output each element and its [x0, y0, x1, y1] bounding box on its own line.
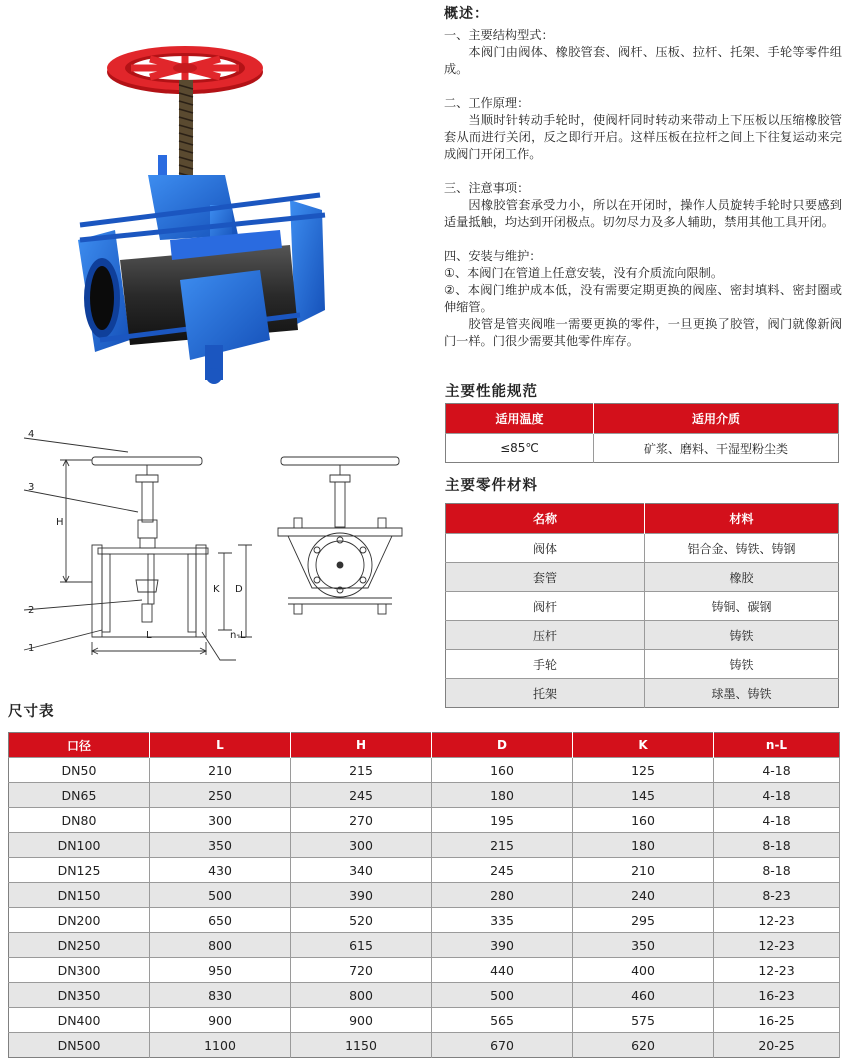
dim-cell: 440 — [432, 958, 573, 983]
performance-medium-value: 矿浆、磨料、干湿型粉尘类 — [594, 434, 839, 463]
dim-cell: 565 — [432, 1008, 573, 1033]
dim-cell: 620 — [573, 1033, 714, 1058]
dim-cell: 160 — [573, 808, 714, 833]
part-name: 手轮 — [446, 650, 645, 679]
dim-cell: 210 — [150, 758, 291, 783]
overview-section — [444, 6, 842, 367]
dim-cell: 12-23 — [714, 958, 840, 983]
install-item-2: ②、本阀门维护成本低，没有需要定期更换的阀座、密封填料、密封圈或伸缩管。 — [444, 283, 842, 314]
dim-cell: 1100 — [150, 1033, 291, 1058]
dim-header-h: H — [291, 733, 432, 758]
callout-1: 1 — [28, 643, 35, 654]
parts-title: 主要零件材料 — [445, 478, 538, 494]
principle-section — [444, 95, 842, 163]
dim-cell: 575 — [573, 1008, 714, 1033]
part-name: 压杆 — [446, 621, 645, 650]
parts-header-name: 名称 — [446, 504, 645, 534]
table-row — [446, 534, 839, 563]
side-view-drawing — [6, 420, 261, 670]
install-item-1: ①、本阀门在管道上任意安装，没有介质流向限制。 — [444, 266, 724, 280]
structure-body: 本阀门由阀体、橡胶管套、阀杆、压板、拉杆、托架、手轮等零件组成。 — [444, 45, 842, 76]
dim-cell: 300 — [150, 808, 291, 833]
table-row — [9, 783, 840, 808]
install-heading: 四、安装与维护： — [444, 249, 542, 263]
dim-cell: 400 — [573, 958, 714, 983]
dim-cell: 350 — [150, 833, 291, 858]
part-material: 橡胶 — [645, 563, 839, 592]
dim-cell: 8-18 — [714, 858, 840, 883]
dim-cell: 615 — [291, 933, 432, 958]
dim-header-bore: 口径 — [9, 733, 150, 758]
part-name: 阀体 — [446, 534, 645, 563]
dim-cell: 520 — [291, 908, 432, 933]
part-material: 铝合金、铸铁、铸钢 — [645, 534, 839, 563]
table-row — [446, 679, 839, 708]
dim-cell: 900 — [291, 1008, 432, 1033]
table-row — [9, 1008, 840, 1033]
dim-cell: 300 — [291, 833, 432, 858]
structure-heading: 一、主要结构型式： — [444, 28, 554, 42]
performance-table — [445, 403, 839, 463]
part-material: 铸铜、碳钢 — [645, 592, 839, 621]
table-row — [9, 758, 840, 783]
dim-cell: 215 — [291, 758, 432, 783]
pinch-valve-product-image — [60, 40, 350, 390]
dim-cell: 240 — [573, 883, 714, 908]
structure-section — [444, 27, 842, 78]
dim-cell: 350 — [573, 933, 714, 958]
performance-temp-value: ≤85℃ — [446, 434, 594, 463]
dim-cell: 270 — [291, 808, 432, 833]
dim-cell: DN80 — [9, 808, 150, 833]
dim-cell: 8-18 — [714, 833, 840, 858]
callout-3: 3 — [28, 482, 35, 493]
dim-cell: DN150 — [9, 883, 150, 908]
dim-cell: 1150 — [291, 1033, 432, 1058]
dim-header-k: K — [573, 733, 714, 758]
dim-cell: DN125 — [9, 858, 150, 883]
dim-cell: 280 — [432, 883, 573, 908]
dim-cell: 180 — [573, 833, 714, 858]
dim-cell: 16-23 — [714, 983, 840, 1008]
dim-cell: 830 — [150, 983, 291, 1008]
front-view-drawing — [268, 440, 413, 630]
dim-cell: 145 — [573, 783, 714, 808]
table-row — [9, 933, 840, 958]
dim-cell: 180 — [432, 783, 573, 808]
parts-header-material: 材料 — [645, 504, 839, 534]
dim-k-label: K — [213, 584, 220, 595]
dim-cell: 390 — [291, 883, 432, 908]
table-row — [9, 833, 840, 858]
table-row — [446, 563, 839, 592]
dim-cell: 500 — [150, 883, 291, 908]
dim-cell: 195 — [432, 808, 573, 833]
install-body: 胶管是管夹阀唯一需要更换的零件，一旦更换了胶管，阀门就像新阀门一样。门很少需要其他零件库存。 — [444, 317, 842, 348]
dim-cell: DN200 — [9, 908, 150, 933]
dim-cell: DN350 — [9, 983, 150, 1008]
table-row — [446, 650, 839, 679]
dim-cell: 900 — [150, 1008, 291, 1033]
part-name: 托架 — [446, 679, 645, 708]
table-row — [9, 958, 840, 983]
dim-cell: DN65 — [9, 783, 150, 808]
part-material: 球墨、铸铁 — [645, 679, 839, 708]
dim-header-l: L — [150, 733, 291, 758]
dim-cell: 800 — [150, 933, 291, 958]
dim-cell: 460 — [573, 983, 714, 1008]
dim-cell: 16-25 — [714, 1008, 840, 1033]
table-row — [446, 621, 839, 650]
dim-cell: 20-25 — [714, 1033, 840, 1058]
table-row — [446, 592, 839, 621]
dim-cell: 245 — [291, 783, 432, 808]
dim-cell: 650 — [150, 908, 291, 933]
dim-cell: 245 — [432, 858, 573, 883]
dim-cell: 125 — [573, 758, 714, 783]
part-name: 阀杆 — [446, 592, 645, 621]
table-row — [9, 858, 840, 883]
notice-body: 因橡胶管套承受力小，所以在开闭时，操作人员旋转手轮时只要感到适量抵触，均达到开闭极点。切勿尽力及多人辅助，禁用其他工具开闭。 — [444, 198, 842, 229]
dimensions-title: 尺寸表 — [8, 704, 55, 720]
dim-cell: 4-18 — [714, 758, 840, 783]
callout-2: 2 — [28, 605, 35, 616]
performance-title: 主要性能规范 — [445, 384, 538, 400]
table-row — [9, 1033, 840, 1058]
dim-h-label: H — [56, 517, 64, 528]
dim-cell: DN100 — [9, 833, 150, 858]
dim-cell: 430 — [150, 858, 291, 883]
dim-l-label: L — [146, 630, 152, 641]
dim-cell: 215 — [432, 833, 573, 858]
install-section — [444, 248, 842, 350]
dim-cell: DN250 — [9, 933, 150, 958]
dim-cell: 8-23 — [714, 883, 840, 908]
part-material: 铸铁 — [645, 621, 839, 650]
parts-table — [445, 503, 839, 708]
principle-heading: 二、工作原理： — [444, 96, 530, 110]
table-row — [9, 883, 840, 908]
dim-cell: 4-18 — [714, 808, 840, 833]
dim-cell: 390 — [432, 933, 573, 958]
dim-cell: 4-18 — [714, 783, 840, 808]
notice-section — [444, 180, 842, 231]
dim-cell: 950 — [150, 958, 291, 983]
dim-cell: 12-23 — [714, 933, 840, 958]
principle-body: 当顺时针转动手轮时，使阀杆同时转动来带动上下压板以压缩橡胶管套从而进行关闭，反之即行开启。这样压板在拉杆之间上下往复运动来完成阀门开闭工作。 — [444, 113, 842, 161]
part-material: 铸铁 — [645, 650, 839, 679]
dim-d-label: D — [235, 584, 243, 595]
dim-cell: 500 — [432, 983, 573, 1008]
dim-cell: 800 — [291, 983, 432, 1008]
dim-cell: DN400 — [9, 1008, 150, 1033]
dim-cell: 340 — [291, 858, 432, 883]
dim-header-nl: n-L — [714, 733, 840, 758]
dim-cell: DN50 — [9, 758, 150, 783]
notice-heading: 三、注意事项： — [444, 181, 530, 195]
table-row — [9, 983, 840, 1008]
dim-cell: 250 — [150, 783, 291, 808]
table-row — [9, 908, 840, 933]
dim-cell: 160 — [432, 758, 573, 783]
dim-cell: 335 — [432, 908, 573, 933]
dim-cell: DN300 — [9, 958, 150, 983]
performance-header-medium: 适用介质 — [594, 404, 839, 434]
dim-cell: 210 — [573, 858, 714, 883]
dim-cell: 295 — [573, 908, 714, 933]
dim-cell: 720 — [291, 958, 432, 983]
overview-title: 概述： — [444, 6, 489, 22]
performance-header-temp: 适用温度 — [446, 404, 594, 434]
dim-cell: 670 — [432, 1033, 573, 1058]
callout-4: 4 — [28, 429, 35, 440]
table-row — [9, 808, 840, 833]
dim-nl-label: n-L — [230, 630, 246, 641]
dimensions-table-body — [9, 758, 840, 1058]
dim-cell: DN500 — [9, 1033, 150, 1058]
dim-cell: 12-23 — [714, 908, 840, 933]
dim-header-d: D — [432, 733, 573, 758]
dimensions-table — [8, 732, 840, 1058]
part-name: 套管 — [446, 563, 645, 592]
